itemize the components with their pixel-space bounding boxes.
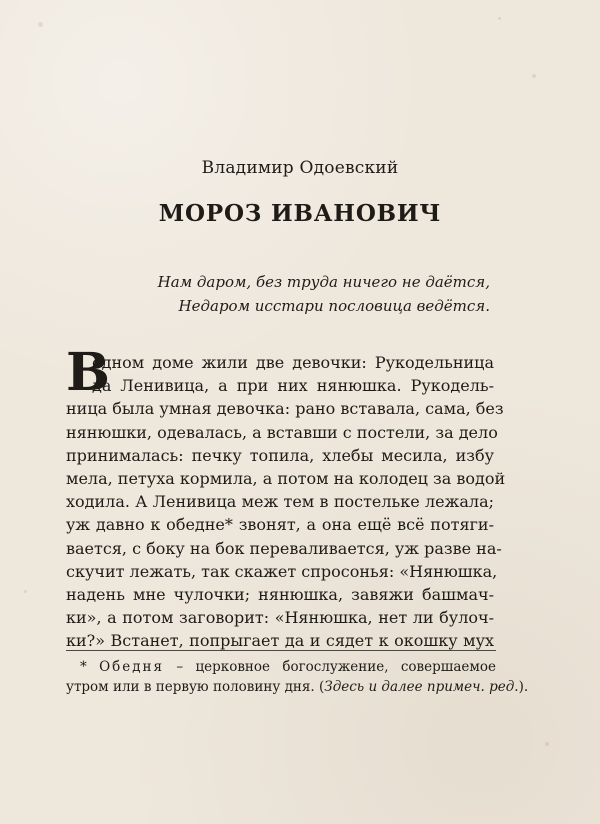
epigraph-line: Нам даром, без труда ничего не даётся, xyxy=(157,273,490,291)
text-line: уж давно к обедне* звонят, а она ещё всё потяги- xyxy=(66,515,494,535)
text-line: вается, с боку на бок переваливается, уж разве на- xyxy=(66,538,502,558)
footnote-definition: – церковное богослужение, совершаемое xyxy=(164,659,496,675)
footnote-term: Обедня xyxy=(99,659,165,675)
footnote xyxy=(66,657,529,697)
story-text xyxy=(66,351,506,653)
story-title: МОРОЗ ИВАНОВИЧ xyxy=(158,200,442,227)
text-line: скучит лежать, так скажет спросонья: «Нянюшка, xyxy=(66,561,498,581)
footnote-marker: * xyxy=(80,659,100,675)
text-line: ки?» Встанет, попрыгает да и сядет к окошку мух xyxy=(66,631,494,651)
paper-stain xyxy=(532,74,536,78)
text-line: да Ленивица, а при них нянюшка. Рукодель- xyxy=(92,376,494,396)
text-line: нянюшки, одевалась, а вставши с постели, за дело xyxy=(66,422,498,442)
epigraph-line: Недаром исстари пословица ведётся. xyxy=(178,297,490,315)
drop-cap: В xyxy=(66,342,110,403)
editor-note: Здесь и далее примеч. ред. xyxy=(324,679,519,695)
paper-stain xyxy=(24,590,27,593)
footnote-line xyxy=(66,657,496,677)
text-line: надень мне чулочки; нянюшка, завяжи башмач- xyxy=(66,585,494,605)
footnote-line xyxy=(66,677,529,697)
text-line: ходила. А Ленивица меж тем в постельке лежала; xyxy=(66,492,494,512)
paper-stain xyxy=(545,742,549,746)
epigraph xyxy=(158,270,490,318)
footnote-closing: ). xyxy=(518,679,529,695)
footnote-definition: утром или в первую половину дня. ( xyxy=(66,679,325,695)
author-name: Владимир Одоевский xyxy=(201,158,399,178)
paper-stain xyxy=(498,17,501,20)
text-line: ница была умная девочка: рано вставала, сама, без xyxy=(66,399,504,419)
footnote-separator xyxy=(66,650,496,651)
text-line: мела, петуха кормила, а потом на колодец за водой xyxy=(66,469,506,489)
text-line: принималась: печку топила, хлебы месила, избу xyxy=(66,445,494,465)
text-line: одном доме жили две девочки: Рукодельница xyxy=(92,353,494,372)
text-line: ки», а потом заговорит: «Нянюшка, нет ли булоч- xyxy=(66,608,494,628)
paper-stain xyxy=(38,22,43,27)
